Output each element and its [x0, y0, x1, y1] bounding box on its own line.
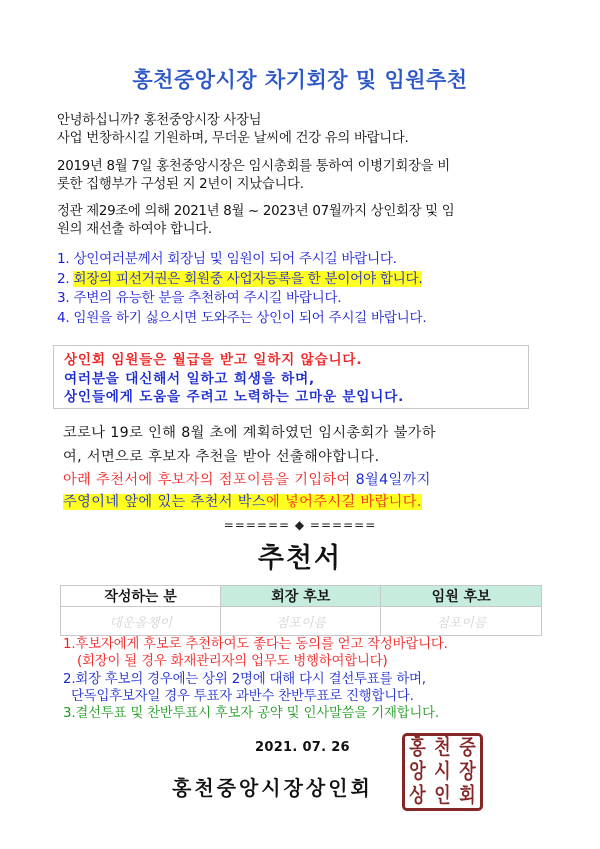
request-text-highlighted: 회장의 피선거권은 회원중 사업자등록을 한 분이어야 합니다.	[73, 270, 423, 287]
request-item	[57, 270, 557, 290]
note-2: 2.회장 후보의 경우에는 상위 2명에 대해 다시 결선투표를 하며,	[63, 671, 426, 687]
bylaw-paragraph	[57, 203, 547, 239]
seal-char: 회	[459, 783, 476, 808]
seal-char: 홍	[409, 735, 426, 760]
request-item	[57, 250, 557, 270]
official-seal-icon	[402, 733, 483, 811]
form-notes	[63, 636, 563, 722]
header-president-candidate: 회장 후보	[221, 586, 381, 607]
request-item	[57, 289, 557, 309]
notice-line-2: 여러분을 대신해서 일하고 희생을 하며,	[64, 370, 315, 387]
writer-field[interactable]: 대운올챙이	[61, 607, 221, 636]
covid-notice	[63, 421, 543, 513]
notice-line-3: 상인들에게 도움을 주려고 노력하는 고마운 분입니다.	[64, 389, 405, 405]
form-input-row	[61, 607, 542, 636]
greeting-paragraph	[57, 112, 547, 148]
seal-char: 천	[434, 735, 451, 760]
request-number: 3.	[57, 290, 70, 306]
bylaw-line-1: 정관 제29조에 의해 2021년 8월 ~ 2023년 07월까지 상인회장 및 임	[57, 204, 455, 219]
bylaw-line-2: 원의 재선출 하여야 합니다.	[57, 222, 212, 237]
covid-line-4	[63, 491, 543, 513]
notice-box	[53, 345, 529, 409]
history-paragraph	[57, 158, 547, 194]
seal-char: 상	[409, 783, 426, 808]
page-title: 홍천중앙시장 차기회장 및 임원추천	[132, 68, 468, 92]
header-writer: 작성하는 분	[61, 586, 221, 607]
covid-line-3	[63, 469, 543, 491]
request-number: 1.	[57, 251, 70, 267]
header-officer-candidate: 임원 후보	[381, 586, 542, 607]
note-1: 1.후보자에게 후보로 추천하여도 좋다는 동의를 얻고 작성바랍니다.	[63, 637, 448, 652]
section-divider: ====== ◆ ======	[223, 518, 377, 532]
note-1-detail: (회장이 될 경우 화재관리자의 업무도 병행하여합니다)	[77, 654, 388, 670]
note-3: 3.결선투표 및 찬반투표시 후보자 공약 및 인사말씀을 기재합니다.	[63, 706, 439, 722]
request-list	[57, 250, 557, 328]
greeting-line-1: 안녕하십니까? 홍천중앙시장 사장님	[57, 113, 262, 128]
organization-name: 홍천중앙시장상인회	[172, 776, 373, 800]
history-line-2: 롯한 집행부가 구성된 지 2년이 지났습니다.	[57, 177, 304, 192]
request-number: 2.	[57, 270, 70, 287]
seal-char: 인	[434, 783, 451, 808]
president-candidate-field[interactable]: 점포이름	[221, 607, 381, 636]
form-header-row	[61, 586, 542, 607]
request-text: 상인여러분께서 회장님 및 임원이 되어 주시길 바랍니다.	[73, 251, 397, 267]
greeting-line-2: 사업 번창하시길 기원하며, 무더운 날씨에 건강 유의 바랍니다.	[57, 131, 409, 146]
instruction-text: 아래 추천서에 후보자의 점포이름을 기입하여	[63, 472, 356, 488]
dropbox-instruction-text: 에 넣어주시길 바랍니다.	[266, 494, 422, 510]
note-2-detail: 단독입후보자일 경우 투표자 과반수 찬반투표로 진행합니다.	[71, 688, 414, 704]
covid-line-2: 여, 서면으로 후보자 추천을 받아 선출해야합니다.	[63, 449, 380, 465]
request-text: 주변의 유능한 분을 추천하여 주시길 바랍니다.	[73, 290, 342, 306]
document-date: 2021. 07. 26	[255, 740, 350, 755]
request-text: 임원을 하기 싫으시면 도와주는 상인이 되어 주시길 바랍니다.	[73, 309, 427, 326]
history-line-1: 2019년 8월 7일 홍천중앙시장은 임시총회를 통하여 이병기회장을 비	[57, 159, 450, 174]
recommendation-form	[60, 585, 542, 636]
form-title: 추천서	[257, 543, 343, 574]
request-number: 4.	[57, 309, 70, 326]
seal-char: 장	[459, 759, 476, 784]
covid-line-1: 코로나 19로 인해 8월 초에 계획하였던 임시총회가 불가하	[63, 425, 436, 441]
dropbox-location-text: 주영이네 앞에 있는 추천서 박스	[63, 494, 267, 510]
officer-candidate-field[interactable]: 점포이름	[381, 607, 542, 636]
deadline-text: 8월4일까지	[355, 472, 431, 488]
seal-char: 중	[459, 735, 476, 760]
seal-char: 앙	[409, 759, 426, 784]
seal-char: 시	[434, 759, 451, 784]
notice-line-1: 상인회 임원들은 월급을 받고 일하지 않습니다.	[64, 352, 363, 368]
request-item	[57, 309, 557, 329]
